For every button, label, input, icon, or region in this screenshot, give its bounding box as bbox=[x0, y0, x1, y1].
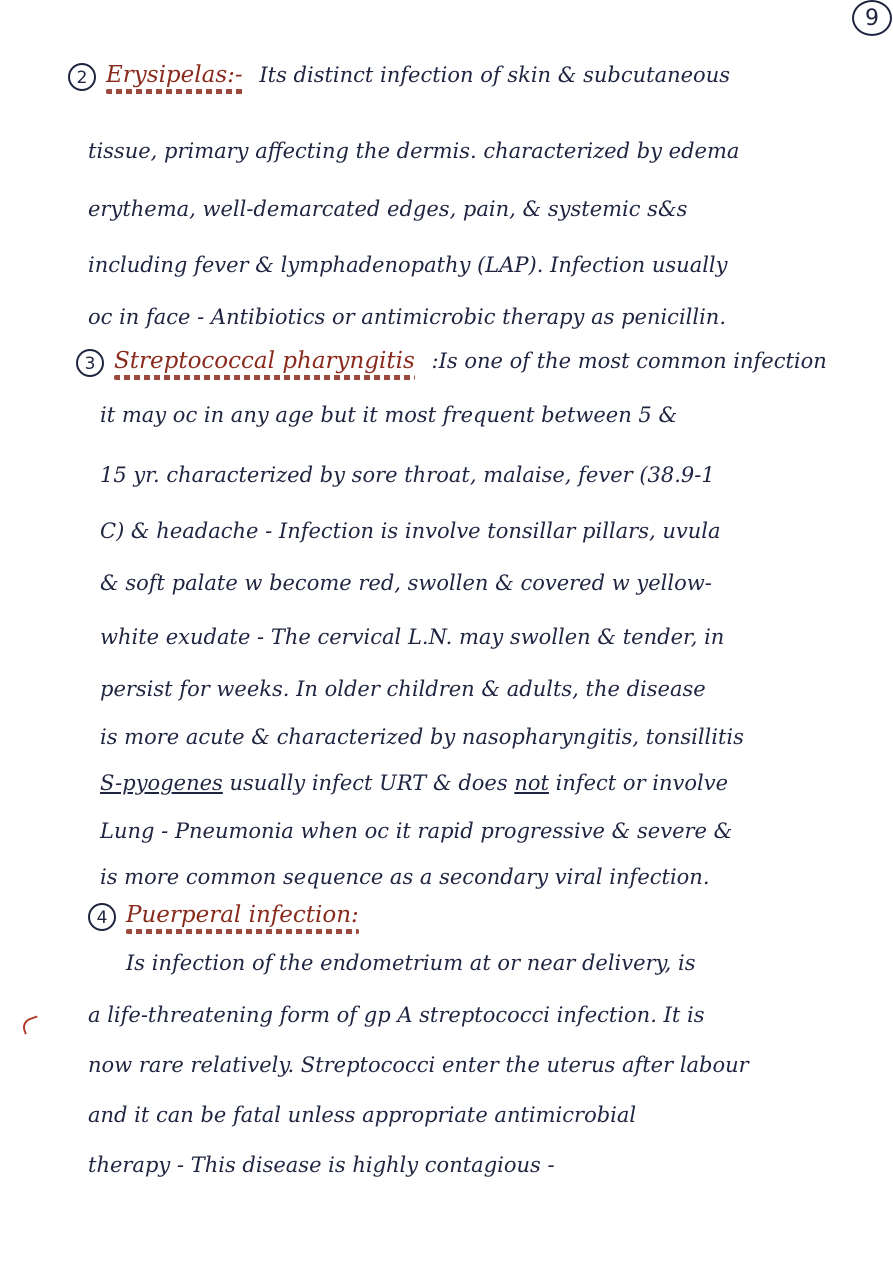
text: usually infect URT & does bbox=[229, 771, 508, 795]
erysipelas-heading: Erysipelas:- bbox=[106, 62, 243, 88]
text-line: tissue, primary affecting the dermis. characterized by edema bbox=[88, 139, 740, 163]
section-number: 2 bbox=[68, 63, 96, 91]
pharyngitis-line-1 bbox=[0, 336, 893, 386]
text-line: it may oc in any age but it most frequent between 5 & bbox=[100, 403, 678, 427]
text-line: erythema, well-demarcated edges, pain, & systemic s&s bbox=[88, 197, 688, 221]
puerperal-heading: Puerperal infection: bbox=[126, 902, 359, 928]
text-line: including fever & lymphadenopathy (LAP). Infection usually bbox=[88, 253, 728, 277]
text-line: is more common sequence as a secondary viral infection. bbox=[100, 865, 710, 889]
text-line: 15 yr. characterized by sore throat, malaise, fever (38.9-1 bbox=[100, 463, 715, 487]
text: :Is one of the most common infection bbox=[431, 349, 827, 373]
text-line: is more acute & characterized by nasopharyngitis, tonsillitis bbox=[100, 725, 744, 749]
section-number: 3 bbox=[76, 349, 104, 377]
text-line: and it can be fatal unless appropriate antimicrobial bbox=[88, 1103, 637, 1127]
text: Its distinct infection of skin & subcutaneous bbox=[259, 63, 731, 87]
text-line: oc in face - Antibiotics or antimicrobic therapy as penicillin. bbox=[88, 305, 727, 329]
not-word: not bbox=[514, 771, 549, 795]
text-line: persist for weeks. In older children & adults, the disease bbox=[100, 677, 706, 701]
text-line: Lung - Pneumonia when oc it rapid progressive & severe & bbox=[100, 819, 733, 843]
text-line: a life-threatening form of gp A streptococci infection. It is bbox=[88, 1003, 705, 1027]
pyogenes-line bbox=[0, 758, 893, 808]
text-line: & soft palate w become red, swollen & covered w yellow- bbox=[100, 571, 712, 595]
text-line: C) & headache - Infection is involve tonsillar pillars, uvula bbox=[100, 519, 721, 543]
text-line: now rare relatively. Streptococci enter the uterus after labour bbox=[88, 1053, 749, 1077]
text-line: white exudate - The cervical L.N. may swollen & tender, in bbox=[100, 625, 725, 649]
text: infect or involve bbox=[555, 771, 729, 795]
text-line: therapy - This disease is highly contagious - bbox=[88, 1153, 555, 1177]
page-number: 9 bbox=[852, 0, 892, 36]
puerperal-line-1 bbox=[0, 890, 893, 940]
s-pyogenes-term: S-pyogenes bbox=[100, 771, 223, 795]
erysipelas-line-1 bbox=[0, 50, 893, 100]
section-number: 4 bbox=[88, 903, 116, 931]
text-line: Is infection of the endometrium at or near delivery, is bbox=[126, 951, 696, 975]
pharyngitis-heading: Streptococcal pharyngitis bbox=[114, 348, 415, 374]
